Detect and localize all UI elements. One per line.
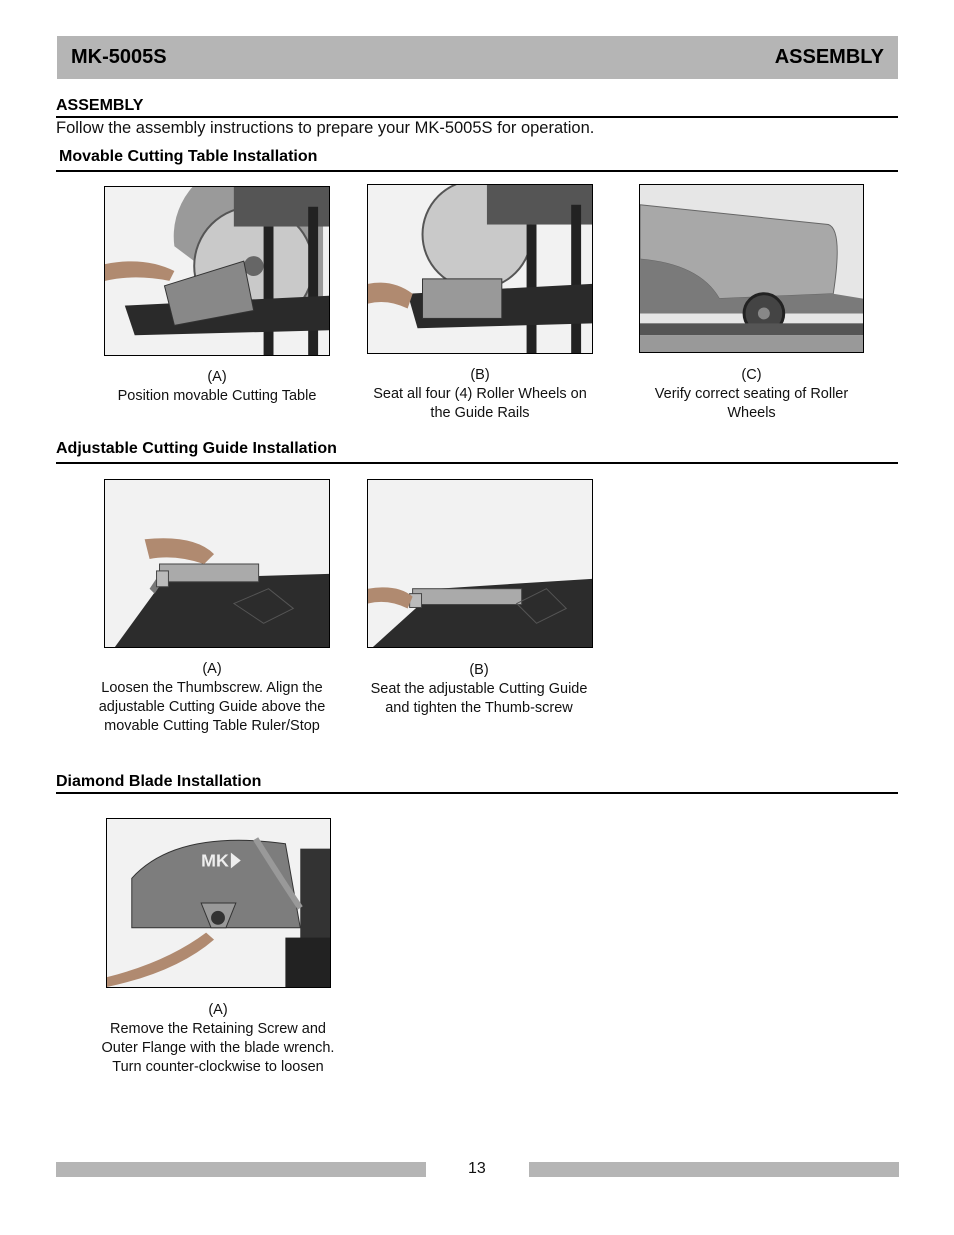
- page-number: 13: [468, 1160, 486, 1177]
- figure-letter: (A): [208, 1002, 228, 1018]
- page-header-bar: [57, 36, 898, 79]
- footer-bar-right: [529, 1162, 899, 1177]
- figure-text: Seat the adjustable Cutting Guide and tighten the Thumb-screw: [370, 681, 588, 716]
- figure-text: Verify correct seating of Roller Wheels: [654, 386, 849, 421]
- figure-caption: [100, 1001, 336, 1077]
- photo-position-cutting-table: [104, 186, 330, 356]
- figure-letter: (B): [470, 367, 490, 383]
- assembly-intro: Follow the assembly instructions to prepare your MK-5005S for operation.: [56, 119, 595, 137]
- figure-letter: (A): [207, 369, 227, 385]
- photo-verify-roller-wheels: [639, 184, 864, 353]
- cutting-guide-rule: [56, 462, 898, 464]
- diamond-blade-heading: Diamond Blade Installation: [56, 773, 262, 790]
- header-section: ASSEMBLY: [774, 46, 884, 68]
- figure-letter: (A): [202, 661, 222, 677]
- movable-table-heading: Movable Cutting Table Installation: [59, 148, 318, 165]
- figure-caption: [367, 366, 593, 423]
- photo-seat-cutting-guide: [367, 479, 593, 648]
- figure-caption: [104, 368, 330, 406]
- figure-text: Seat all four (4) Roller Wheels on the Guide Rails: [373, 386, 587, 421]
- photo-align-cutting-guide: [104, 479, 330, 648]
- photo-seat-roller-wheels: [367, 184, 593, 354]
- cutting-guide-heading: Adjustable Cutting Guide Installation: [56, 440, 337, 457]
- figure-text: Position movable Cutting Table: [117, 388, 317, 404]
- footer-bar-left: [56, 1162, 426, 1177]
- assembly-heading: ASSEMBLY: [56, 97, 144, 114]
- movable-table-rule: [56, 170, 898, 172]
- figure-caption: [639, 366, 864, 423]
- header-model: MK-5005S: [71, 46, 167, 68]
- figure-text: Loosen the Thumbscrew. Align the adjustable Cutting Guide above the movable Cutting Table Ruler/Stop: [98, 680, 326, 734]
- svg-text:MK: MK: [201, 850, 229, 871]
- figure-caption: [84, 660, 340, 736]
- figure-letter: (C): [741, 367, 762, 383]
- figure-caption: [370, 661, 588, 718]
- figure-letter: (B): [469, 662, 489, 678]
- diamond-blade-rule: [56, 792, 898, 794]
- figure-text: Remove the Retaining Screw and Outer Flange with the blade wrench. Turn counter-clockwise to loosen: [101, 1021, 335, 1075]
- photo-remove-retaining-screw: [106, 818, 331, 988]
- assembly-rule: [56, 116, 898, 118]
